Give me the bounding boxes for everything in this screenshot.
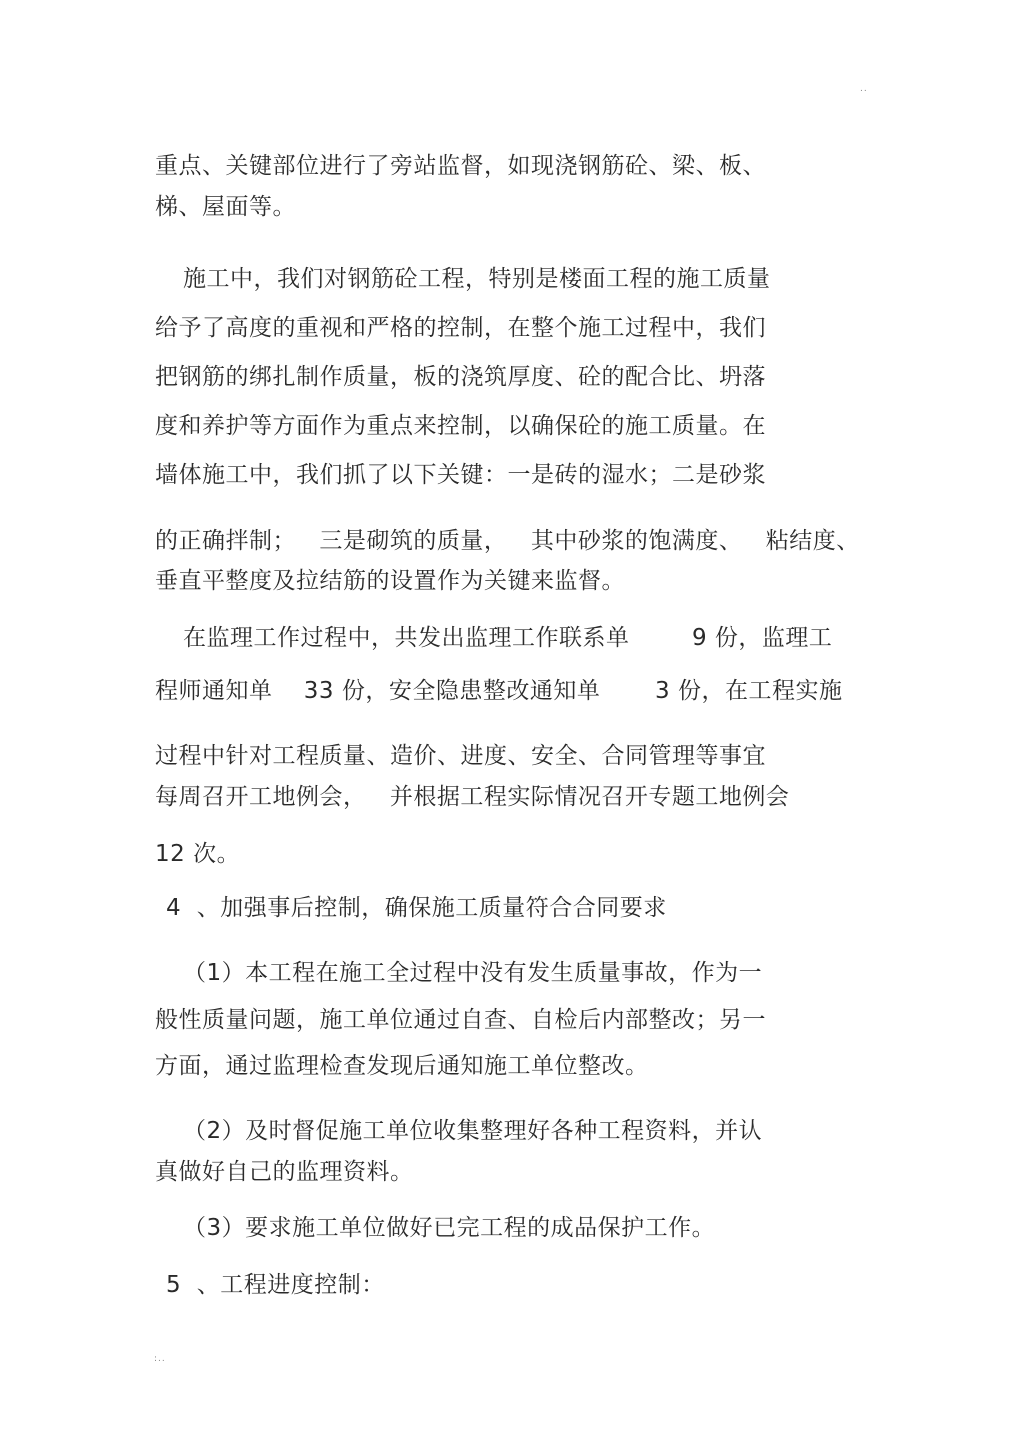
header-mark: .. xyxy=(860,84,868,94)
text-line: 重点、关键部位进行了旁站监督，如现浇钢筋砼、梁、板、 xyxy=(155,153,766,179)
text-line: 施工中，我们对钢筋砼工程，特别是楼面工程的施工质量 xyxy=(183,266,771,292)
text-line: 真做好自己的监理资料。 xyxy=(155,1159,414,1185)
footer-mark: :.. xyxy=(154,1354,166,1364)
text-line: （3）要求施工单位做好已完工程的成品保护工作。 xyxy=(183,1215,716,1241)
text-line: 把钢筋的绑扎制作质量，板的浇筑厚度、砼的配合比、坍落 xyxy=(155,364,766,390)
text-line: （2）及时督促施工单位收集整理好各种工程资料，并认 xyxy=(183,1118,763,1144)
text-line: 垂直平整度及拉结筋的设置作为关键来监督。 xyxy=(155,568,625,594)
text-line: 每周召开工地例会， 并根据工程实际情况召开专题工地例会 xyxy=(155,784,790,810)
text-line: 12 次。 xyxy=(155,841,241,867)
text-line: 度和养护等方面作为重点来控制，以确保砼的施工质量。在 xyxy=(155,413,766,439)
text-line: （1）本工程在施工全过程中没有发生质量事故，作为一 xyxy=(183,960,763,986)
text-line: 在监理工作过程中，共发出监理工作联系单 9 份，监理工 xyxy=(183,625,833,651)
text-line: 方面，通过监理检查发现后通知施工单位整改。 xyxy=(155,1053,649,1079)
text-line: 墙体施工中，我们抓了以下关键：一是砖的湿水；二是砂浆 xyxy=(155,462,766,488)
section-heading: 4 、加强事后控制，确保施工质量符合合同要求 xyxy=(166,895,667,921)
text-line: 程师通知单 33 份，安全隐患整改通知单 3 份，在工程实施 xyxy=(155,678,843,704)
text-line: 过程中针对工程质量、造价、进度、安全、合同管理等事宜 xyxy=(155,743,766,769)
text-line: 给予了高度的重视和严格的控制，在整个施工过程中，我们 xyxy=(155,315,766,341)
section-heading: 5 、工程进度控制： xyxy=(166,1272,385,1298)
text-line: 梯、屋面等。 xyxy=(155,194,296,220)
text-line: 般性质量问题，施工单位通过自查、自检后内部整改；另一 xyxy=(155,1007,766,1033)
text-line: 的正确拌制； 三是砌筑的质量， 其中砂浆的饱满度、 粘结度、 xyxy=(155,528,860,554)
